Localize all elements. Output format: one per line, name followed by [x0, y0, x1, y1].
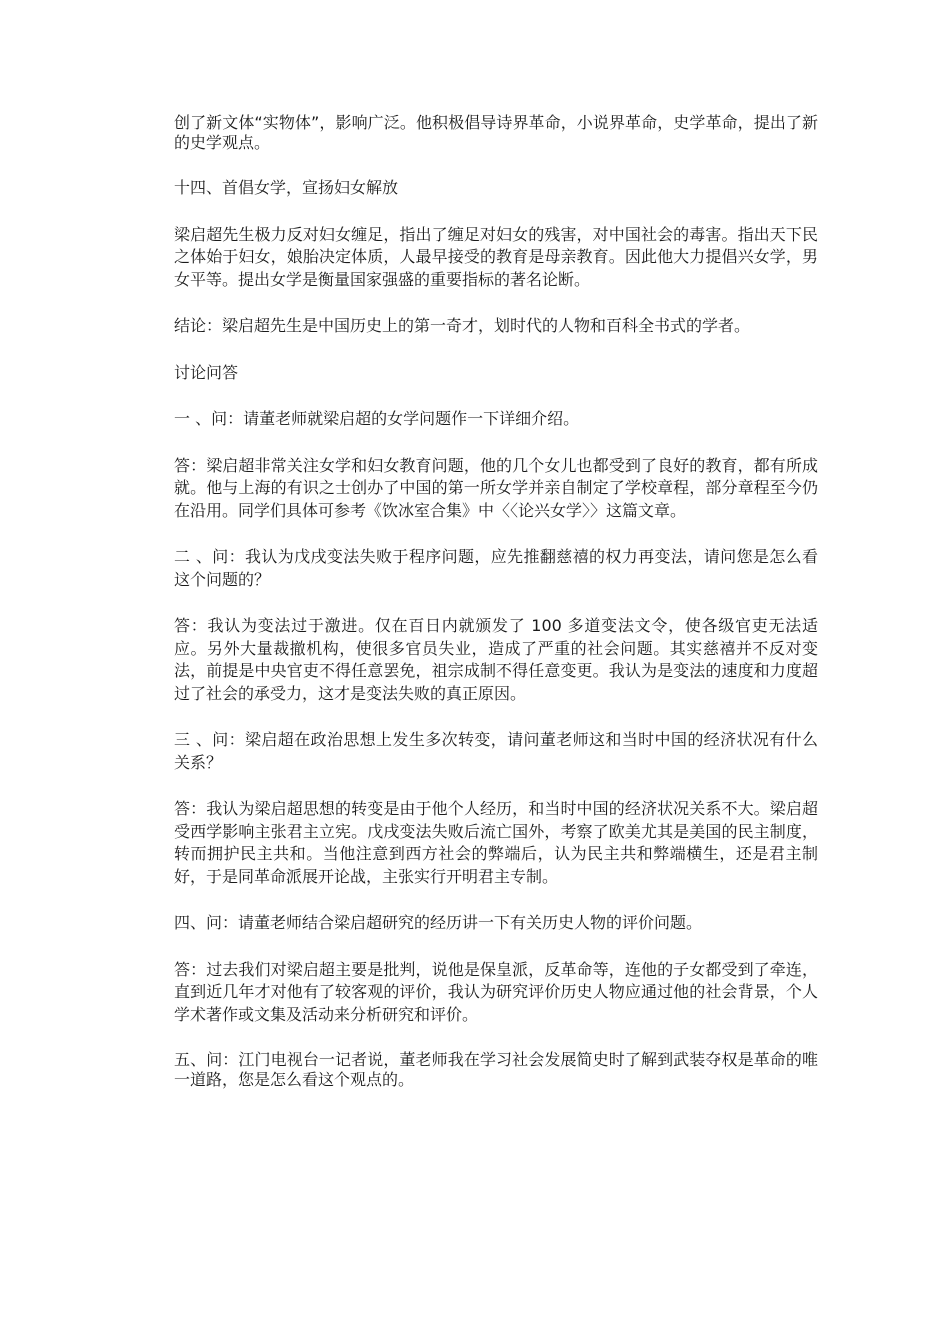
question-2: 二 、问：我认为戊戌变法失败于程序问题，应先推翻慈禧的权力再变法，请问您是怎么看这个问题的？	[174, 547, 818, 589]
document-body	[174, 113, 818, 1114]
answer-2: 答：我认为变法过于激进。仅在百日内就颁发了 100 多道变法文令，使各级官吏无法适应。另外大量裁撤机构，使很多官员失业，造成了严重的社会问题。其实慈禧并不反对变法，前提是中央官吏不得任意罢免，祖宗成制不得任意变更。我认为是变法的速度和力度超过了社会的承受力，这才是变法失败的真正原因。	[174, 616, 818, 703]
answer-3: 答：我认为梁启超思想的转变是由于他个人经历，和当时中国的经济状况关系不大。梁启超受西学影响主张君主立宪。戊戌变法失败后流亡国外，考察了欧美尤其是美国的民主制度，转而拥护民主共和。当他注意到西方社会的弊端后，认为民主共和弊端横生，还是君主制好，于是同革命派展开论战，主张实行开明君主专制。	[174, 799, 818, 886]
paragraph-conclusion: 结论：梁启超先生是中国历史上的第一奇才，划时代的人物和百科全书式的学者。	[174, 316, 751, 335]
paragraph-intro-continuation: 创了新文体“实物体”，影响广泛。他积极倡导诗界革命，小说界革命，史学革命，提出了新的史学观点。	[174, 113, 818, 152]
question-5: 五、问：江门电视台一记者说，董老师我在学习社会发展简史时了解到武装夺权是革命的唯一道路，您是怎么看这个观点的。	[174, 1050, 818, 1089]
answer-4: 答：过去我们对梁启超主要是批判，说他是保皇派，反革命等，连他的子女都受到了牵连，直到近几年才对他有了较客观的评价，我认为研究评价历史人物应通过他的社会背景，个人学术著作或文集及活动来分析研究和评价。	[174, 959, 818, 1024]
question-1: 一 、问：请董老师就梁启超的女学问题作一下详细介绍。	[174, 409, 580, 428]
question-3: 三 、问：梁启超在政治思想上发生多次转变，请问董老师这和当时中国的经济状况有什么关系？	[174, 730, 818, 772]
question-4: 四、问：请董老师结合梁启超研究的经历讲一下有关历史人物的评价问题。	[174, 913, 703, 932]
answer-1: 答：梁启超非常关注女学和妇女教育问题，他的几个女儿也都受到了良好的教育，都有所成就。他与上海的有识之士创办了中国的第一所女学并亲自制定了学校章程，部分章程至今仍在沿用。同学们具体可参考《饮冰室合集》中〈〈论兴女学〉〉这篇文章。	[174, 455, 818, 520]
section-heading-womens-education: 十四、首倡女学，宣扬妇女解放	[174, 178, 399, 197]
section-heading-discussion: 讨论问答	[174, 362, 239, 382]
paragraph-womens-education: 梁启超先生极力反对妇女缠足，指出了缠足对妇女的残害，对中国社会的毒害。指出天下民之体始于妇女，娘胎决定体质，人最早接受的教育是母亲教育。因此他大力提倡兴女学，男女平等。提出女学是衡量国家强盛的重要指标的著名论断。	[174, 224, 818, 289]
